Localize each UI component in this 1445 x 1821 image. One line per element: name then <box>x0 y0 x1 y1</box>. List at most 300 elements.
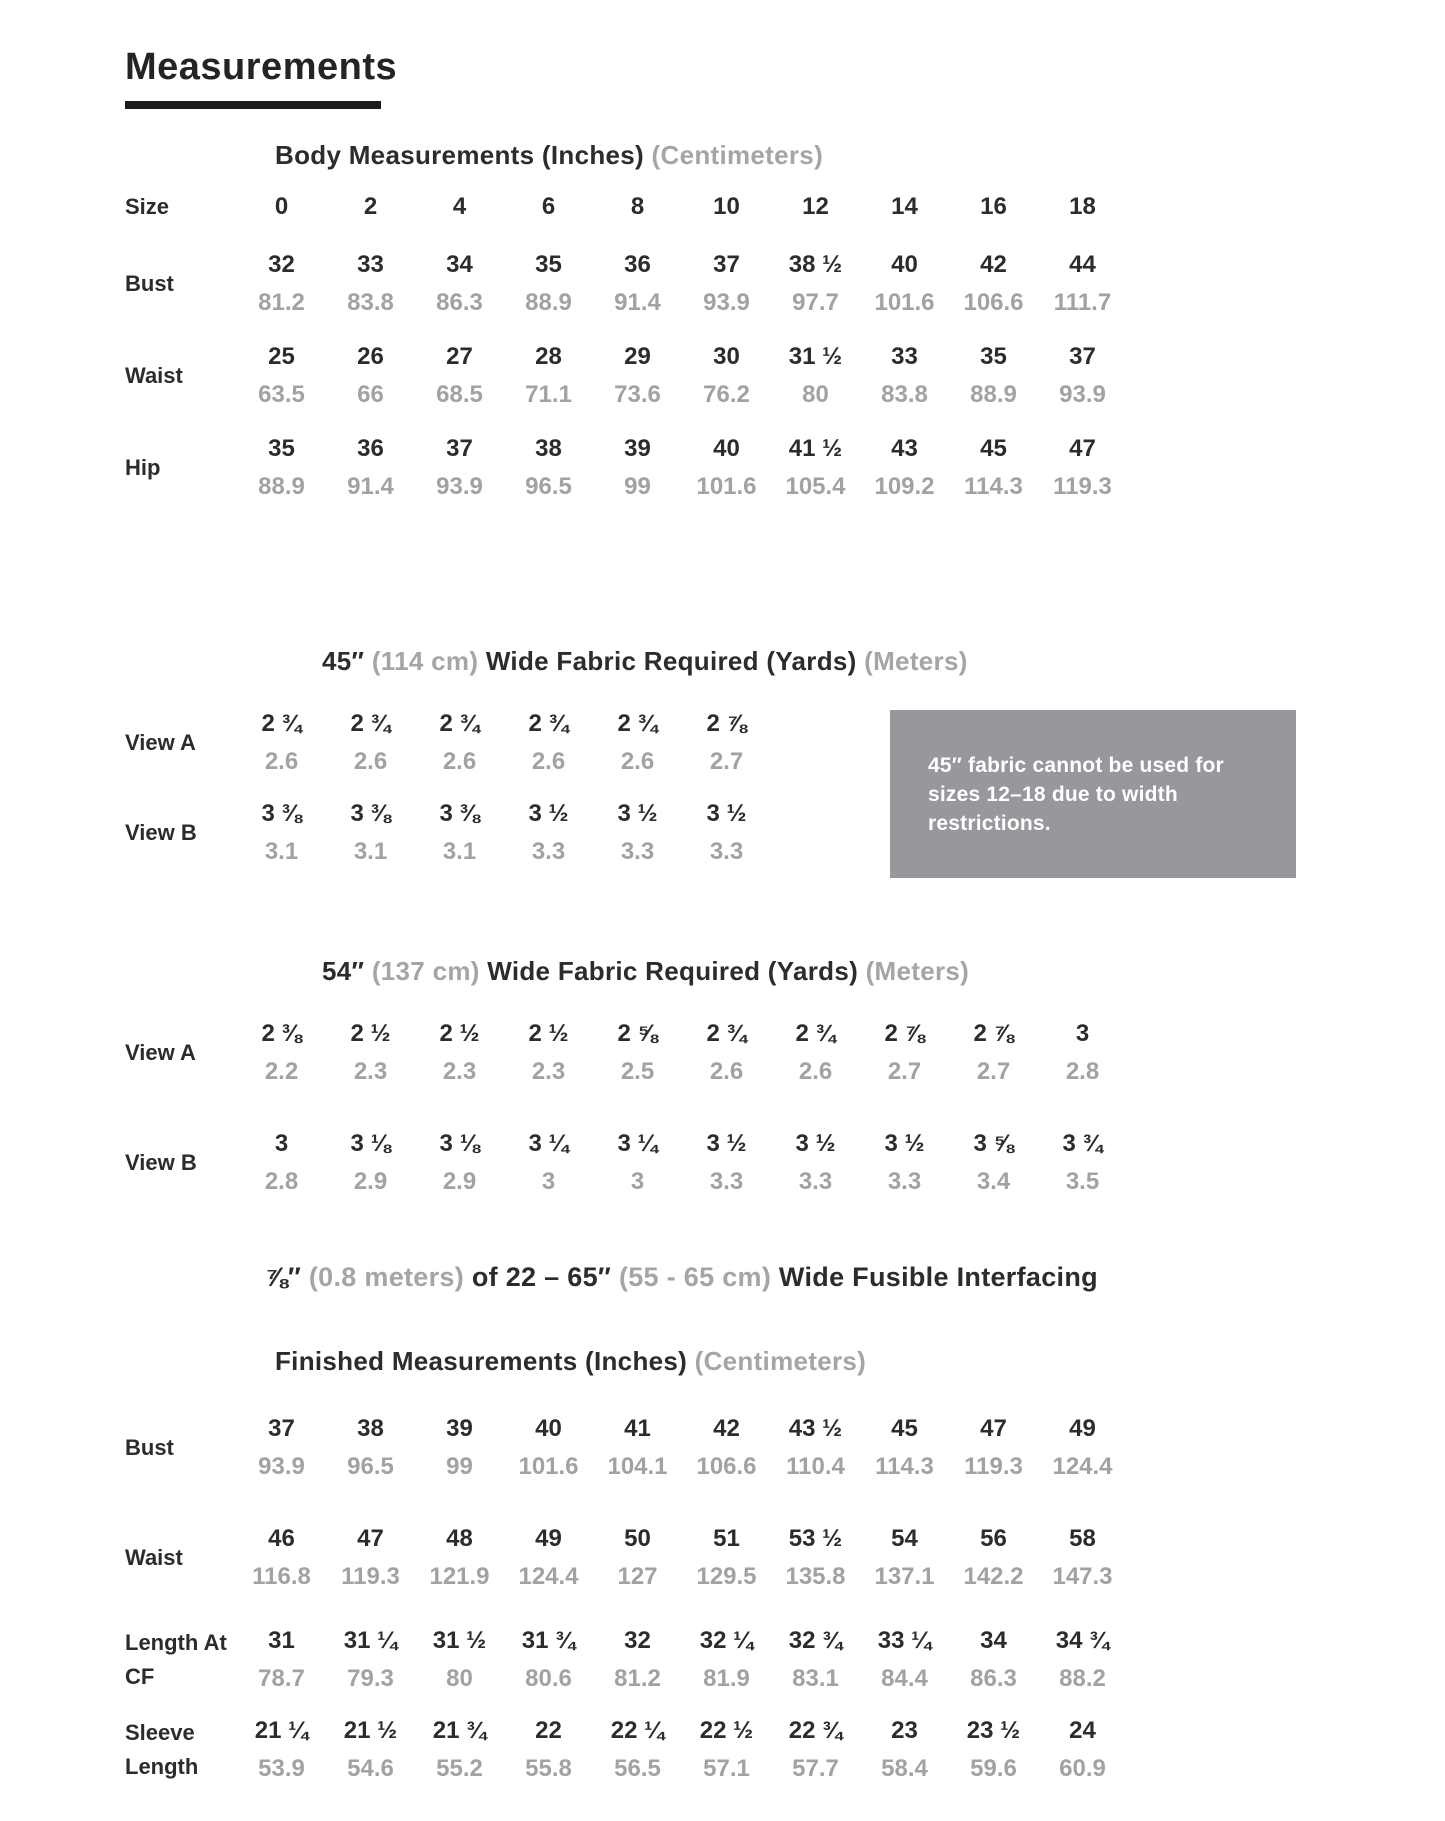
value-cm: 121.9 <box>429 1563 490 1590</box>
value-cm: 2.7 <box>976 1058 1011 1085</box>
measurement-cell <box>237 1410 326 1486</box>
measurement-cell <box>415 1125 504 1201</box>
value-inches: 3 ⅛ <box>439 1130 480 1157</box>
measurement-cell <box>771 1622 860 1698</box>
measurement-cell <box>1038 246 1127 322</box>
measurement-cell <box>1038 1015 1127 1091</box>
measurement-cell <box>504 338 593 414</box>
measurement-cell <box>593 338 682 414</box>
heading-segment: Wide Fabric Required (Yards) <box>487 956 866 986</box>
heading-segment: of 22 – 65″ <box>471 1262 619 1292</box>
measurement-cell <box>949 338 1038 414</box>
value-cm: 93.9 <box>436 473 483 500</box>
value-inches: 37 <box>446 435 473 462</box>
measurement-cell <box>682 1125 771 1201</box>
value-inches: 3 ½ <box>706 1130 747 1157</box>
value-cm: 2.5 <box>620 1058 655 1085</box>
measurement-cell <box>1038 1410 1127 1486</box>
value-cm: 99 <box>624 473 651 500</box>
value-inches: 27 <box>446 343 473 370</box>
measurement-cell <box>949 1622 1038 1698</box>
measurement-cell <box>682 338 771 414</box>
measurement-cell <box>860 1410 949 1486</box>
value-inches: 21 ¼ <box>254 1717 309 1744</box>
measurement-cell <box>682 1622 771 1698</box>
value-cm: 101.6 <box>518 1453 579 1480</box>
value-cm: 3.4 <box>976 1168 1011 1195</box>
value-cm: 2.2 <box>264 1058 299 1085</box>
value-cm: 2.9 <box>442 1168 477 1195</box>
table-row <box>125 1622 1127 1698</box>
measurement-cell <box>237 338 326 414</box>
measurement-cell <box>593 1520 682 1596</box>
row-label: View B <box>125 820 197 845</box>
measurement-cell <box>237 246 326 322</box>
value-cm: 110.4 <box>786 1453 845 1480</box>
value-cm: 3.1 <box>353 838 388 865</box>
size-value: 2 <box>363 193 378 220</box>
value-inches: 32 ¾ <box>788 1627 843 1654</box>
value-cm: 2.9 <box>353 1168 388 1195</box>
heading-segment: 45″ <box>322 646 372 676</box>
measurement-cell <box>326 430 415 506</box>
value-cm: 2.8 <box>1065 1058 1100 1085</box>
value-cm: 81.9 <box>703 1665 750 1692</box>
table-row <box>125 1125 1127 1201</box>
heading-metric-segment: (0.8 meters) <box>308 1262 472 1292</box>
value-inches: 32 <box>624 1627 651 1654</box>
measurement-cell <box>1038 1520 1127 1596</box>
value-inches: 38 <box>535 435 562 462</box>
page-title: Measurements <box>125 46 398 88</box>
heading-metric-segment: (114 cm) <box>371 646 486 676</box>
value-cm: 3.1 <box>442 838 477 865</box>
heading-segment: ⅞″ <box>265 1262 309 1292</box>
table-row <box>125 338 1127 414</box>
value-inches: 51 <box>713 1525 740 1552</box>
value-cm: 119.3 <box>964 1453 1023 1480</box>
measurement-cell <box>415 246 504 322</box>
value-cm: 53.9 <box>258 1755 305 1782</box>
value-inches: 46 <box>268 1525 295 1552</box>
value-cm: 3.3 <box>798 1168 833 1195</box>
heading-segment: 54″ <box>322 956 372 986</box>
measurement-cell <box>326 1015 415 1091</box>
value-cm: 88.2 <box>1059 1665 1106 1692</box>
value-inches: 22 ¾ <box>788 1717 843 1744</box>
value-cm: 119.3 <box>1053 473 1112 500</box>
fabric-45-heading <box>322 646 968 677</box>
value-inches: 38 ½ <box>788 251 843 278</box>
value-cm: 106.6 <box>696 1453 757 1480</box>
size-value: 0 <box>274 193 289 220</box>
measurement-cell <box>860 1622 949 1698</box>
measurement-cell <box>949 430 1038 506</box>
value-cm: 80 <box>802 381 829 408</box>
value-inches: 49 <box>1069 1415 1096 1442</box>
value-inches: 38 <box>357 1415 384 1442</box>
value-cm: 55.2 <box>436 1755 483 1782</box>
heading-segment: Body Measurements (Inches) <box>275 140 652 170</box>
value-cm: 3.3 <box>709 838 744 865</box>
measurement-cell <box>860 338 949 414</box>
size-value: 10 <box>713 193 740 220</box>
value-cm: 71.1 <box>525 381 572 408</box>
measurement-cell <box>237 1712 326 1788</box>
value-cm: 76.2 <box>703 381 750 408</box>
interfacing-note-line <box>265 1262 1098 1293</box>
measurement-cell <box>949 1520 1038 1596</box>
value-inches: 3 ⅜ <box>439 800 480 827</box>
value-inches: 2 ¾ <box>706 1020 747 1047</box>
value-inches: 3 ½ <box>884 1130 925 1157</box>
value-inches: 2 ½ <box>528 1020 569 1047</box>
value-inches: 2 ¾ <box>528 710 569 737</box>
value-inches: 32 ¼ <box>699 1627 754 1654</box>
value-inches: 2 ¾ <box>795 1020 836 1047</box>
measurement-cell <box>682 246 771 322</box>
measurement-cell <box>949 1712 1038 1788</box>
row-label: Size <box>125 194 170 219</box>
value-cm: 3.5 <box>1065 1168 1100 1195</box>
value-inches: 2 ⅞ <box>884 1020 925 1047</box>
value-inches: 26 <box>357 343 384 370</box>
measurement-cell <box>682 1015 771 1091</box>
value-cm: 3 <box>541 1168 556 1195</box>
size-value: 14 <box>891 193 918 220</box>
value-inches: 2 ⅜ <box>261 1020 302 1047</box>
heading-metric-segment: (55 - 65 cm) <box>618 1262 779 1292</box>
heading-metric-segment: (137 cm) <box>371 956 488 986</box>
value-inches: 3 ⅛ <box>350 1130 391 1157</box>
measurement-cell <box>593 1410 682 1486</box>
table-row <box>125 430 1127 506</box>
row-label: Bust <box>125 1435 174 1460</box>
value-cm: 109.2 <box>874 473 935 500</box>
value-cm: 2.6 <box>442 748 477 775</box>
value-inches: 43 ½ <box>788 1415 843 1442</box>
value-inches: 3 ⅜ <box>261 800 302 827</box>
value-inches: 22 ½ <box>699 1717 754 1744</box>
value-inches: 2 ½ <box>439 1020 480 1047</box>
value-inches: 2 ⅝ <box>617 1020 658 1047</box>
value-inches: 35 <box>268 435 295 462</box>
value-inches: 37 <box>268 1415 295 1442</box>
measurement-cell <box>593 1015 682 1091</box>
value-cm: 104.1 <box>607 1453 668 1480</box>
table-row <box>125 1410 1127 1486</box>
value-cm: 83.1 <box>792 1665 839 1692</box>
measurement-cell <box>1038 1622 1127 1698</box>
value-cm: 54.6 <box>347 1755 394 1782</box>
value-inches: 23 ½ <box>966 1717 1021 1744</box>
value-inches: 47 <box>1069 435 1096 462</box>
finished-measurements-table <box>125 1410 1127 1788</box>
value-cm: 84.4 <box>881 1665 928 1692</box>
value-inches: 31 ½ <box>432 1627 487 1654</box>
measurement-cell <box>860 430 949 506</box>
value-inches: 41 <box>624 1415 651 1442</box>
value-inches: 33 <box>357 251 384 278</box>
value-inches: 31 <box>268 1627 295 1654</box>
value-inches: 39 <box>624 435 651 462</box>
title-underline <box>125 101 381 109</box>
measurement-cell <box>504 1712 593 1788</box>
value-inches: 34 <box>980 1627 1007 1654</box>
value-inches: 50 <box>624 1525 651 1552</box>
value-inches: 39 <box>446 1415 473 1442</box>
value-inches: 3 <box>274 1130 289 1157</box>
value-inches: 33 <box>891 343 918 370</box>
value-inches: 21 ½ <box>343 1717 398 1744</box>
measurement-cell <box>949 1015 1038 1091</box>
row-label: Length At CF <box>125 1630 227 1689</box>
measurement-cell <box>415 430 504 506</box>
measurement-cell <box>504 795 593 871</box>
value-cm: 93.9 <box>258 1453 305 1480</box>
value-inches: 31 ½ <box>788 343 843 370</box>
measurement-cell <box>237 1520 326 1596</box>
value-inches: 2 ¾ <box>350 710 391 737</box>
size-row <box>125 190 1127 224</box>
value-inches: 37 <box>1069 343 1096 370</box>
measurement-cell <box>415 1410 504 1486</box>
measurement-cell <box>949 1125 1038 1201</box>
value-cm: 60.9 <box>1059 1755 1106 1782</box>
heading-metric-segment: (Meters) <box>864 646 968 676</box>
measurement-cell <box>593 1125 682 1201</box>
value-cm: 147.3 <box>1052 1563 1113 1590</box>
value-inches: 53 ½ <box>788 1525 843 1552</box>
value-cm: 97.7 <box>792 289 839 316</box>
value-cm: 2.6 <box>620 748 655 775</box>
value-cm: 2.6 <box>798 1058 833 1085</box>
value-cm: 114.3 <box>964 473 1023 500</box>
measurement-cell <box>326 1125 415 1201</box>
measurement-cell <box>237 1622 326 1698</box>
value-cm: 96.5 <box>525 473 572 500</box>
measurement-cell <box>326 1712 415 1788</box>
heading-segment: Finished Measurements (Inches) <box>275 1346 695 1376</box>
row-label: Waist <box>125 1545 183 1570</box>
measurement-cell <box>682 1520 771 1596</box>
measurement-cell <box>771 1410 860 1486</box>
value-cm: 2.7 <box>709 748 744 775</box>
size-value: 4 <box>452 193 467 220</box>
measurement-cell <box>415 1015 504 1091</box>
value-inches: 2 ¾ <box>261 710 302 737</box>
measurement-cell <box>415 338 504 414</box>
value-cm: 3.3 <box>709 1168 744 1195</box>
value-inches: 42 <box>980 251 1007 278</box>
fabric-54-heading <box>322 956 969 987</box>
value-cm: 3.3 <box>887 1168 922 1195</box>
value-cm: 135.8 <box>785 1563 846 1590</box>
value-inches: 45 <box>891 1415 918 1442</box>
value-inches: 31 ¾ <box>521 1627 576 1654</box>
value-cm: 142.2 <box>963 1563 1024 1590</box>
value-cm: 105.4 <box>785 473 846 500</box>
row-label: View A <box>125 1040 196 1065</box>
body-measurements-heading <box>275 140 823 171</box>
value-inches: 37 <box>713 251 740 278</box>
measurement-cell <box>1038 338 1127 414</box>
value-inches: 21 ¾ <box>432 1717 487 1744</box>
value-cm: 57.1 <box>703 1755 750 1782</box>
value-cm: 99 <box>446 1453 473 1480</box>
value-inches: 36 <box>357 435 384 462</box>
value-inches: 42 <box>713 1415 740 1442</box>
value-cm: 66 <box>357 381 384 408</box>
value-inches: 3 ⅝ <box>973 1130 1014 1157</box>
value-cm: 80 <box>446 1665 473 1692</box>
value-inches: 28 <box>535 343 562 370</box>
value-cm: 111.7 <box>1053 289 1112 316</box>
measurement-cell <box>860 246 949 322</box>
size-value: 8 <box>630 193 645 220</box>
value-inches: 23 <box>891 1717 918 1744</box>
value-cm: 93.9 <box>703 289 750 316</box>
size-value: 6 <box>541 193 556 220</box>
measurement-cell <box>237 1125 326 1201</box>
measurement-cell <box>682 430 771 506</box>
value-cm: 137.1 <box>874 1563 935 1590</box>
value-cm: 88.9 <box>258 473 305 500</box>
value-cm: 101.6 <box>696 473 757 500</box>
measurement-cell <box>504 1520 593 1596</box>
value-cm: 91.4 <box>347 473 394 500</box>
measurement-cell <box>771 1015 860 1091</box>
value-cm: 81.2 <box>258 289 305 316</box>
value-cm: 101.6 <box>874 289 935 316</box>
value-cm: 3 <box>630 1168 645 1195</box>
value-cm: 2.3 <box>531 1058 566 1085</box>
heading-metric-segment: (Centimeters) <box>694 1346 867 1376</box>
value-cm: 86.3 <box>970 1665 1017 1692</box>
measurement-cell <box>771 430 860 506</box>
measurement-cell <box>326 1622 415 1698</box>
value-cm: 3.3 <box>531 838 566 865</box>
value-inches: 33 ¼ <box>877 1627 932 1654</box>
measurement-cell <box>504 246 593 322</box>
value-cm: 63.5 <box>258 381 305 408</box>
measurement-cell <box>326 705 415 781</box>
value-inches: 35 <box>535 251 562 278</box>
value-cm: 80.6 <box>525 1665 572 1692</box>
measurement-cell <box>682 1712 771 1788</box>
value-inches: 2 ⅞ <box>706 710 747 737</box>
measurement-cell <box>415 1520 504 1596</box>
value-inches: 2 ⅞ <box>973 1020 1014 1047</box>
measurement-cell <box>949 246 1038 322</box>
value-inches: 3 ½ <box>617 800 658 827</box>
size-value: 18 <box>1069 193 1096 220</box>
value-inches: 31 ¼ <box>343 1627 398 1654</box>
measurement-cell <box>326 246 415 322</box>
value-inches: 40 <box>713 435 740 462</box>
value-inches: 25 <box>268 343 295 370</box>
heading-segment: Wide Fabric Required (Yards) <box>485 646 865 676</box>
value-inches: 30 <box>713 343 740 370</box>
measurement-cell <box>1038 1125 1127 1201</box>
measurement-cell <box>504 1015 593 1091</box>
heading-segment: Wide Fusible Interfacing <box>778 1262 1098 1292</box>
measurement-cell <box>504 1410 593 1486</box>
value-inches: 49 <box>535 1525 562 1552</box>
value-inches: 22 ¼ <box>610 1717 665 1744</box>
value-inches: 2 ¾ <box>617 710 658 737</box>
value-inches: 35 <box>980 343 1007 370</box>
row-label: Sleeve Length <box>125 1720 199 1779</box>
heading-metric-segment: (Meters) <box>865 956 970 986</box>
measurement-cell <box>237 795 326 871</box>
value-inches: 56 <box>980 1525 1007 1552</box>
value-inches: 3 ½ <box>706 800 747 827</box>
finished-measurements-heading <box>275 1346 866 1377</box>
value-cm: 127 <box>617 1563 658 1590</box>
value-inches: 47 <box>357 1525 384 1552</box>
value-cm: 106.6 <box>963 289 1024 316</box>
measurement-cell <box>593 705 682 781</box>
value-cm: 2.8 <box>264 1168 299 1195</box>
value-cm: 59.6 <box>970 1755 1017 1782</box>
measurement-cell <box>415 705 504 781</box>
value-inches: 48 <box>446 1525 473 1552</box>
measurement-cell <box>593 246 682 322</box>
measurement-cell <box>237 430 326 506</box>
value-inches: 34 ¾ <box>1055 1627 1110 1654</box>
value-cm: 3.1 <box>264 838 299 865</box>
measurement-cell <box>860 1015 949 1091</box>
measurement-cell <box>326 338 415 414</box>
value-inches: 24 <box>1069 1717 1096 1744</box>
measurement-cell <box>682 705 771 781</box>
value-inches: 41 ½ <box>788 435 843 462</box>
value-inches: 29 <box>624 343 651 370</box>
value-cm: 2.6 <box>264 748 299 775</box>
measurement-cell <box>504 1125 593 1201</box>
value-cm: 124.4 <box>1052 1453 1113 1480</box>
body-measurements-table <box>125 190 1127 522</box>
value-cm: 58.4 <box>881 1755 928 1782</box>
measurement-cell <box>504 430 593 506</box>
measurement-cell <box>415 795 504 871</box>
value-inches: 40 <box>535 1415 562 1442</box>
measurement-cell <box>860 1712 949 1788</box>
value-cm: 2.3 <box>353 1058 388 1085</box>
row-label: View A <box>125 730 196 755</box>
measurement-cell <box>771 246 860 322</box>
table-row <box>125 246 1127 322</box>
value-inches: 43 <box>891 435 918 462</box>
value-cm: 2.6 <box>353 748 388 775</box>
value-cm: 116.8 <box>252 1563 311 1590</box>
row-label: View B <box>125 1150 197 1175</box>
value-inches: 3 ¼ <box>528 1130 569 1157</box>
measurement-cell <box>237 1015 326 1091</box>
value-inches: 22 <box>535 1717 562 1744</box>
measurement-cell <box>771 1712 860 1788</box>
value-cm: 3.3 <box>620 838 655 865</box>
measurement-cell <box>771 338 860 414</box>
value-cm: 2.6 <box>709 1058 744 1085</box>
measurement-cell <box>593 795 682 871</box>
value-cm: 114.3 <box>875 1453 934 1480</box>
value-cm: 81.2 <box>614 1665 661 1692</box>
measurement-cell <box>593 1622 682 1698</box>
measurement-cell <box>1038 430 1127 506</box>
measurement-cell <box>237 705 326 781</box>
